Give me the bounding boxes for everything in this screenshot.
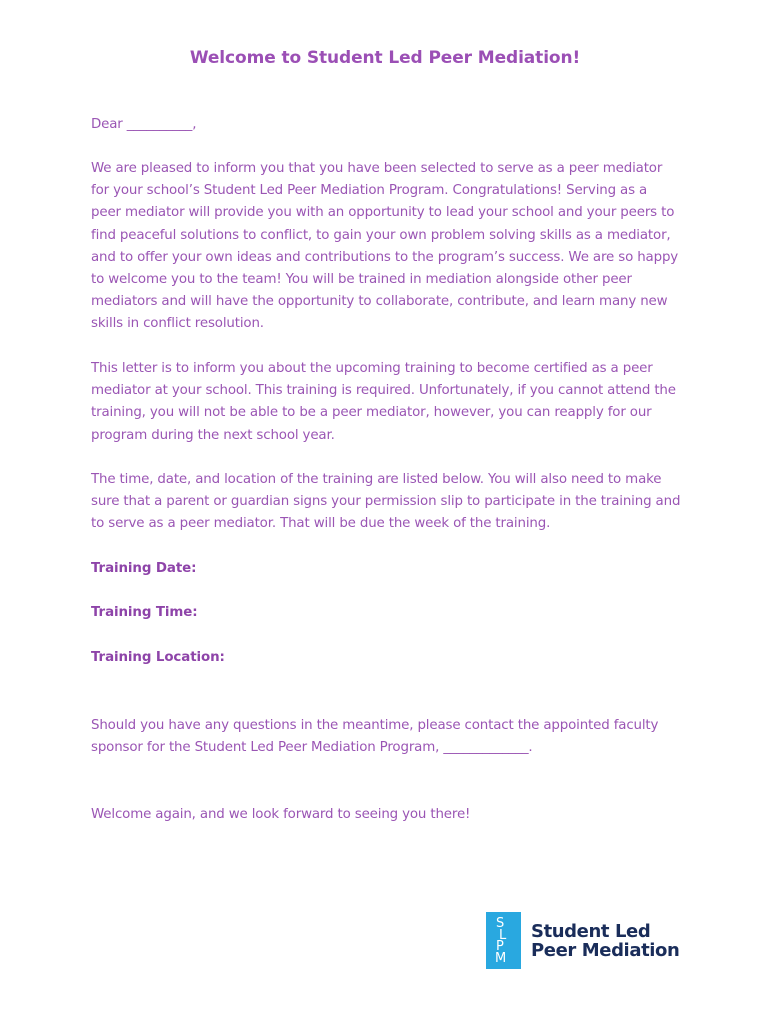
letter-title: Welcome to Student Led Peer Mediation! (189, 48, 581, 68)
logo-line-1: Student Led (531, 920, 651, 942)
paragraph-selection: We are pleased to inform you that you have been selected to serve as a peer mediator for your school’s Student Led Peer Mediation Program. Congratulations! Serving as a peer mediator will provide you with an opportunity to lead your school and your peers to find peaceful solutions to conflict, to gain your own problem solving skills as a mediator, and to offer your own ideas and contributions to the program’s success. We are so happy to welcome you to the team! You will be trained in mediation alongside other peer mediators and will have the opportunity to collaborate, contribute, and learn many new skills in conflict resolution. (91, 161, 679, 332)
paragraph-logistics: The time, date, and location of the training are listed below. You will also need to make sure that a parent or guardian signs your permission slip to participate in the training and to serve as a peer mediator. That will be due the week of the training. (91, 472, 681, 532)
paragraph-training-info: This letter is to inform you about the upcoming training to become certified as a peer mediator at your school. This training is required. Unfortunately, if you cannot attend the training, you will not be able to be a peer mediator, however, you can reapply for our program during the next school year. (91, 361, 676, 443)
logo-wordmark (531, 922, 679, 960)
training-time-label: Training Time: (91, 605, 198, 620)
slpm-logo-mark (486, 912, 521, 969)
training-location-label: Training Location: (91, 650, 225, 665)
logo-mark-letter-m: M (495, 951, 507, 966)
slpm-logo (486, 912, 679, 969)
logo-mark-letter-l: L (499, 928, 507, 943)
training-date-label: Training Date: (91, 561, 197, 576)
salutation: Dear __________, (91, 117, 197, 132)
contact-paragraph: Should you have any questions in the meantime, please contact the appointed faculty sponsor for the Student Led Peer Mediation Program, _____________. (91, 718, 659, 756)
logo-mark-letter-p: P (496, 939, 504, 954)
closing-line: Welcome again, and we look forward to seeing you there! (91, 807, 471, 822)
logo-mark-letter-s: S (496, 916, 505, 931)
logo-line-2: Peer Mediation (531, 939, 680, 961)
